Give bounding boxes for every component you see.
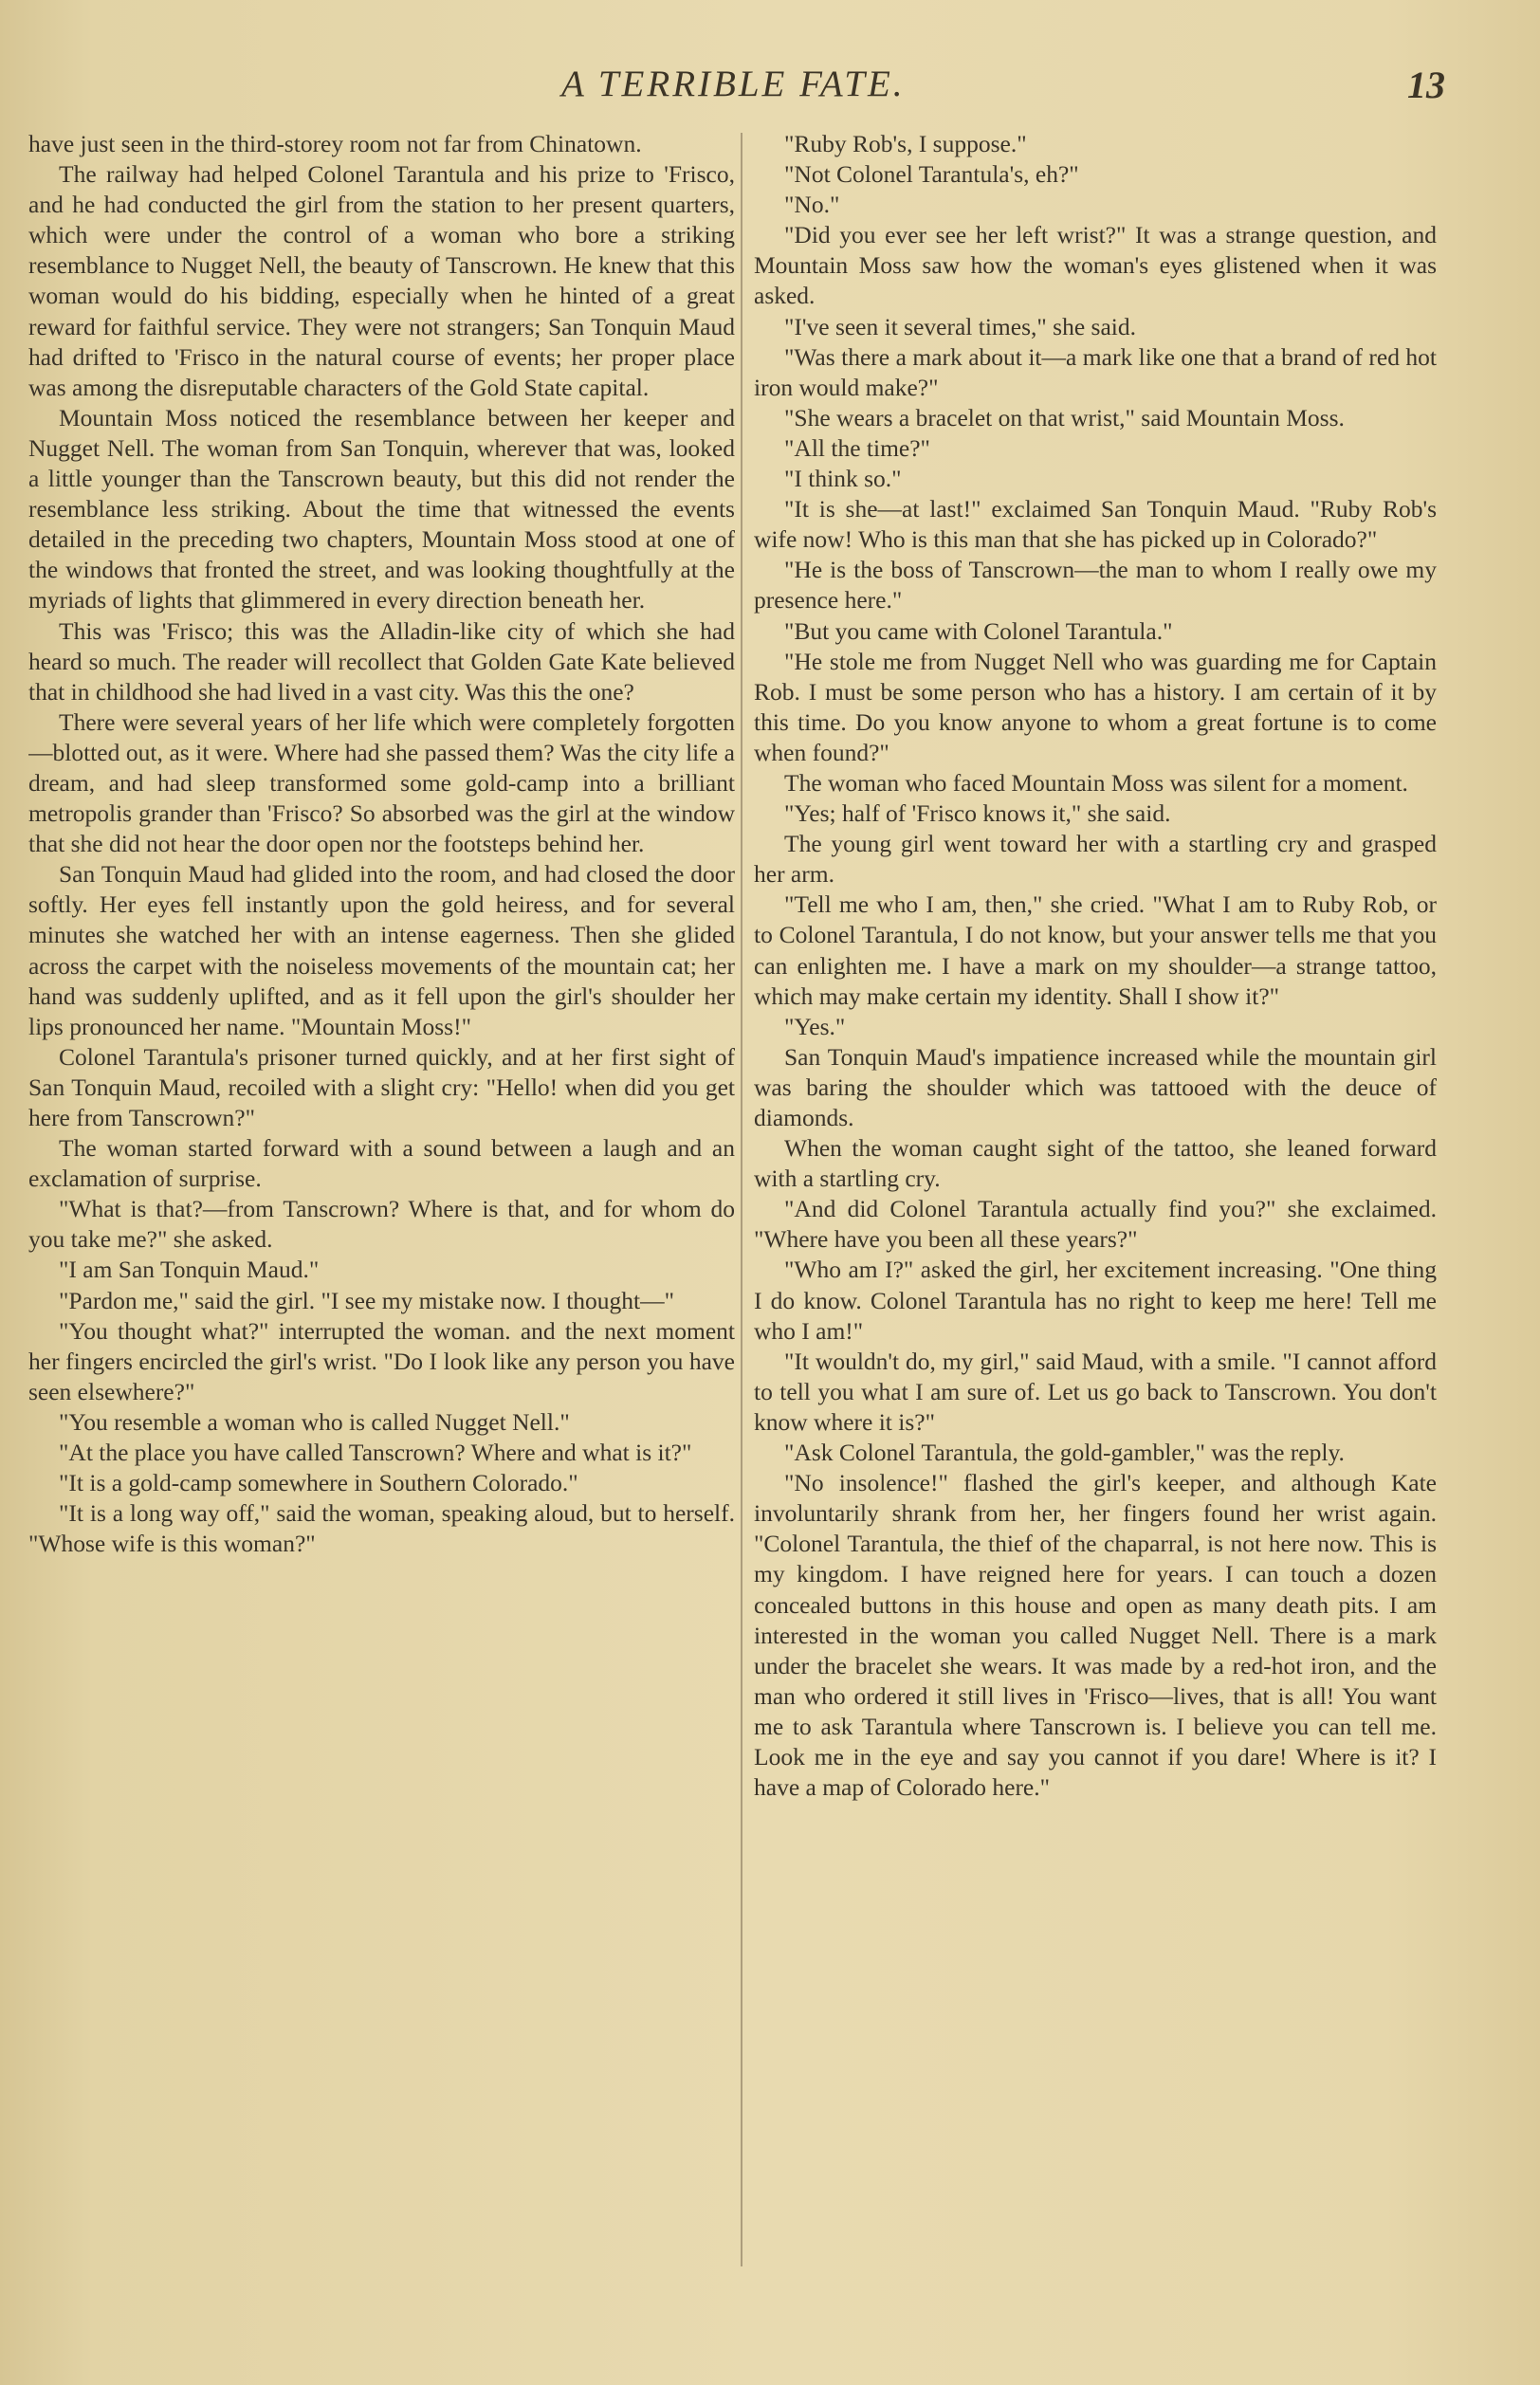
- paragraph: "But you came with Colonel Tarantula.": [784, 616, 1173, 645]
- paragraph: "Ask Colonel Tarantula, the gold-gambler," was the reply.: [784, 1439, 1345, 1467]
- paragraph: "Was there a mark about it—a mark like one that a brand of red hot iron would make?": [754, 342, 1437, 401]
- paragraph: "I think so.": [784, 465, 902, 493]
- paragraph: "No.": [784, 191, 840, 219]
- paragraph: There were several years of her life which were completely forgotten—blotted out, as it were. Where had she passed them? Was the city life a dream, and had sleep transformed some gold-camp into a brilliant metropolis grander than 'Frisco? So absorbed was the girl at the window that she did not hear the door open nor the footsteps behind her.: [28, 707, 735, 858]
- paragraph: Colonel Tarantula's prisoner turned quickly, and at her first sight of San Tonquin Maud, recoiled with a slight cry: "Hello! when did you get here from Tanscrown?": [28, 1042, 735, 1131]
- paragraph: "He is the boss of Tanscrown—the man to whom I really owe my presence here.": [754, 556, 1437, 615]
- paragraph: The woman who faced Mountain Moss was silent for a moment.: [784, 768, 1408, 797]
- paragraph: San Tonquin Maud's impatience increased while the mountain girl was baring the shoulder which was tattooed with the deuce of diamonds.: [754, 1042, 1437, 1131]
- paragraph: "Pardon me," said the girl. "I see my mistake now. I thought—": [59, 1286, 675, 1314]
- paragraph: "No insolence!" flashed the girl's keeper, and although Kate involuntarily shrank from her, her fingers found her wrist again. "Colonel Tarantula, the thief of the chaparral, is not here now. This is my kingdom. I have reigned here for years. I can touch a dozen concealed buttons in this house and open as many death pits. I am interested in the woman you called Nugget Nell. There is a mark under the bracelet she wears. It was made by a red-hot iron, and the man who ordered it still lives in 'Frisco—lives, that is all! You want me to ask Tarantula where Tanscrown is. I believe you can tell me. Look me in the eye and say you cannot if you dare! Where is it? I have a map of Colorado here.": [754, 1469, 1437, 1802]
- paragraph: "What is that?—from Tanscrown? Where is that, and for whom do you take me?" she asked.: [28, 1195, 735, 1254]
- paragraph: The woman started forward with a sound between a laugh and an exclamation of surprise.: [28, 1134, 735, 1193]
- paragraph: "Who am I?" asked the girl, her excitement increasing. "One thing I do know. Colonel Tarantula has no right to keep me here! Tell me who I am!": [754, 1256, 1437, 1345]
- page-number: 13: [1407, 64, 1445, 106]
- paragraph: "You thought what?" interrupted the woman. and the next moment her fingers encircled the girl's wrist. "Do I look like any person you have seen elsewhere?": [28, 1316, 735, 1405]
- paragraph: "Yes; half of 'Frisco knows it," she said.: [784, 799, 1171, 828]
- paragraph: The railway had helped Colonel Tarantula and his prize to 'Frisco, and he had conducted the girl from the station to her present quarters, which were under the control of a woman who bore a striking resemblance to Nugget Nell, the beauty of Tanscrown. He knew that this woman would do his bidding, especially when he hinted of a great reward for faithful service. They were not strangers; San Tonquin Maud had drifted to 'Frisco in the natural course of events; her proper place was among the disreputable characters of the Gold State capital.: [28, 160, 735, 401]
- paragraph: "I am San Tonquin Maud.": [59, 1256, 320, 1284]
- column-divider: [741, 133, 742, 2266]
- running-title: A TERRIBLE FATE.: [561, 64, 906, 104]
- page-header: [0, 63, 1540, 119]
- paragraph: "It wouldn't do, my girl," said Maud, with a smile. "I cannot afford to tell you what I am sure of. Let us go back to Tanscrown. You don't know where it is?": [754, 1347, 1437, 1436]
- paragraph: This was 'Frisco; this was the Alladin-like city of which she had heard so much. The reader will recollect that Golden Gate Kate believed that in childhood she had lived in a vast city. Was this the one?: [28, 616, 735, 706]
- paragraph: "He stole me from Nugget Nell who was guarding me for Captain Rob. I must be some person who has a history. I am certain of it by this time. Do you know anyone to whom a great fortune is to come when found?": [754, 647, 1437, 766]
- paragraph: "And did Colonel Tarantula actually find you?" she exclaimed. "Where have you been all these years?": [754, 1195, 1437, 1254]
- paragraph: "Ruby Rob's, I suppose.": [784, 130, 1027, 157]
- paragraph: "I've seen it several times," she said.: [784, 312, 1136, 340]
- paragraph: "At the place you have called Tanscrown? Where and what is it?": [59, 1439, 692, 1467]
- paragraph: "Yes.": [784, 1012, 846, 1040]
- paragraph: San Tonquin Maud had glided into the room, and had closed the door softly. Her eyes fell instantly upon the gold heiress, and for several minutes she watched her with an intense eagerness. Then she glided across the carpet with the noiseless movements of the mountain cat; her hand was suddenly uplifted, and as it fell upon the girl's shoulder her lips pronounced her name. "Mountain Moss!": [28, 860, 735, 1040]
- paragraph: "It is a long way off," said the woman, speaking aloud, but to herself. "Whose wife is this woman?": [28, 1499, 735, 1558]
- right-column: [754, 129, 1437, 2272]
- paragraph: "Did you ever see her left wrist?" It was a strange question, and Mountain Moss saw how the woman's eyes glistened when it was asked.: [754, 221, 1437, 310]
- paragraph: "It is she—at last!" exclaimed San Tonquin Maud. "Ruby Rob's wife now! Who is this man that she has picked up in Colorado?": [754, 495, 1437, 554]
- paragraph: "She wears a bracelet on that wrist," said Mountain Moss.: [784, 403, 1345, 431]
- paragraph: "Tell me who I am, then," she cried. "What I am to Ruby Rob, or to Colonel Tarantula, I do not know, but your answer tells me that you can enlighten me. I have a mark on my shoulder—a strange tattoo, which may make certain my identity. Shall I show it?": [754, 890, 1437, 1010]
- paragraph: "Not Colonel Tarantula's, eh?": [784, 160, 1079, 189]
- paragraph: have just seen in the third-storey room not far from Chinatown.: [28, 130, 642, 157]
- paragraph: "You resemble a woman who is called Nugget Nell.": [59, 1407, 570, 1436]
- paragraph: The young girl went toward her with a startling cry and grasped her arm.: [754, 830, 1437, 889]
- paragraph: "All the time?": [784, 433, 930, 462]
- paragraph: "It is a gold-camp somewhere in Southern Colorado.": [59, 1469, 578, 1497]
- paragraph: Mountain Moss noticed the resemblance between her keeper and Nugget Nell. The woman from San Tonquin, wherever that was, looked a little younger than the Tanscrown beauty, but this did not render the resemblance less striking. About the time that witnessed the events detailed in the preceding two chapters, Mountain Moss stood at one of the windows that fronted the street, and was looking thoughtfully at the myriads of lights that glimmered in every direction beneath her.: [28, 403, 735, 615]
- paragraph: When the woman caught sight of the tattoo, she leaned forward with a startling cry.: [754, 1134, 1437, 1193]
- left-column: [28, 129, 735, 2272]
